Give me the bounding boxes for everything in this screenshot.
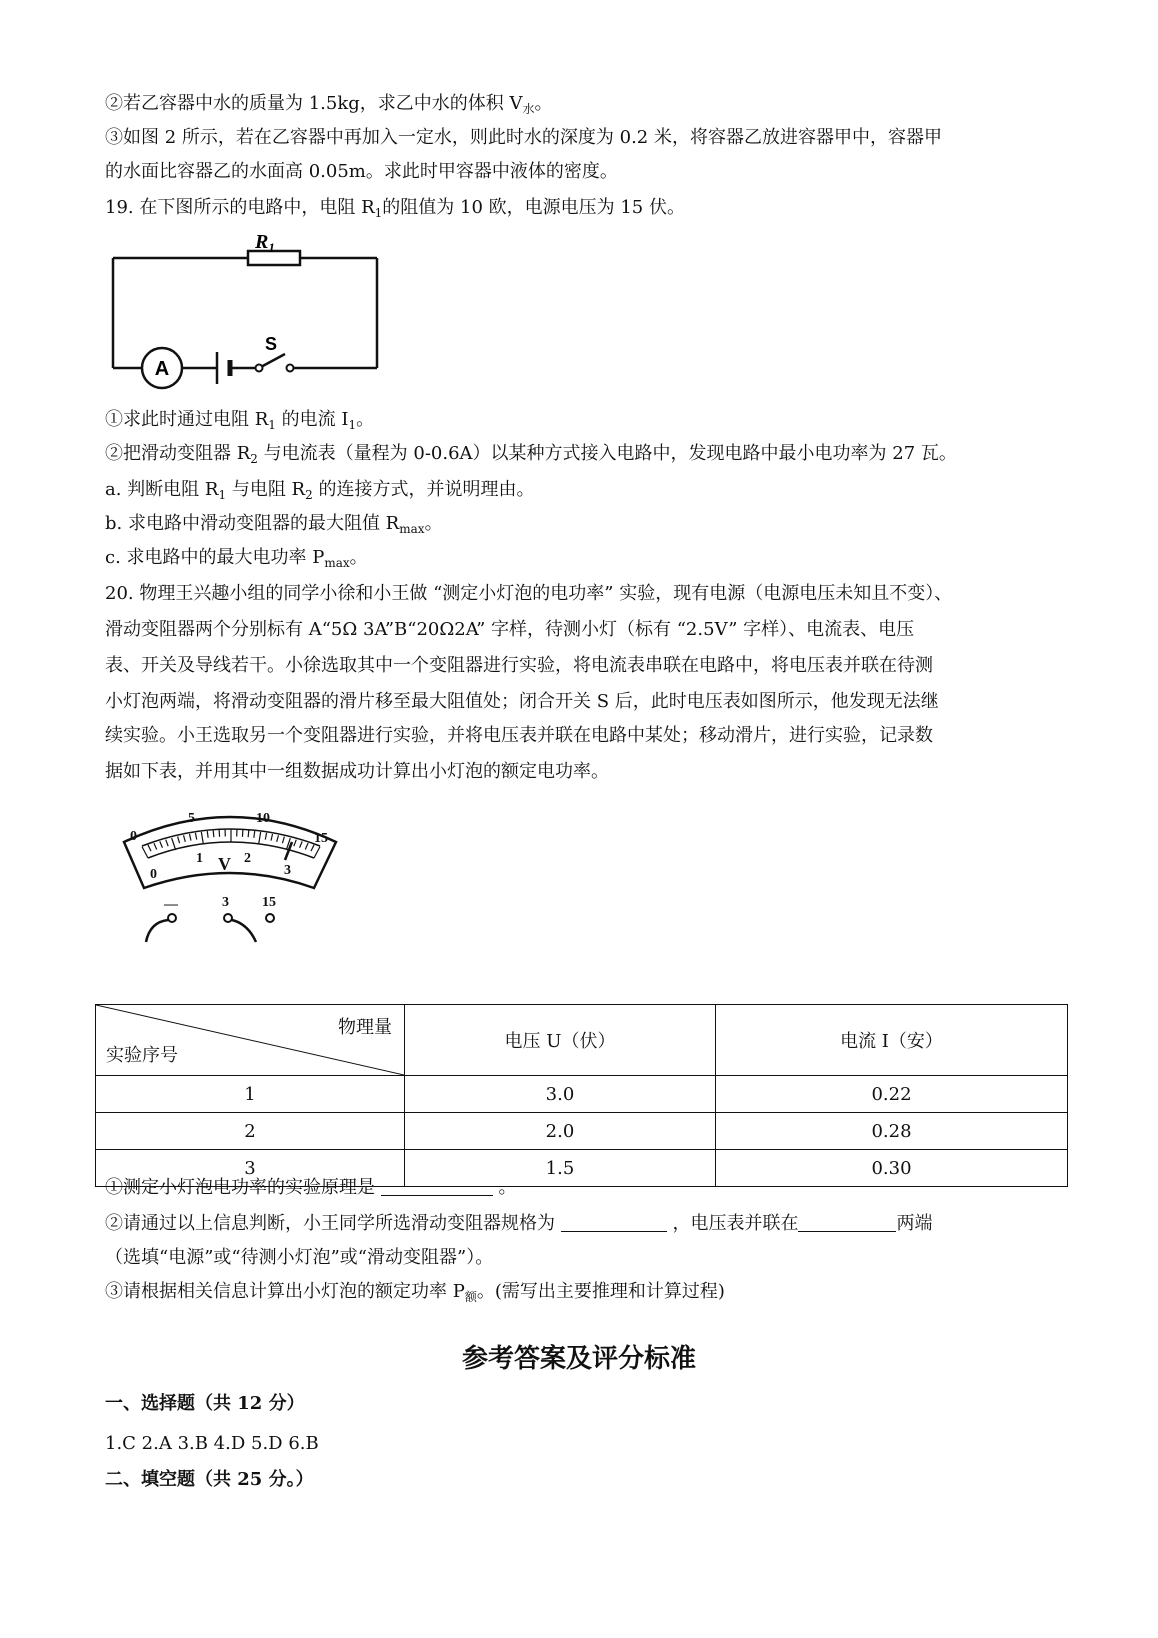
- q18-part2: ②若乙容器中水的质量为 1.5kg，求乙中水的体积 $V_水$。: [105, 93, 553, 116]
- terminal-3: 3: [222, 895, 229, 910]
- answers-title: 参考答案及评分标准: [461, 1344, 696, 1374]
- q19-part1: ①求此时通过电阻 $R_1$ 的电流 $I_1$。: [105, 409, 375, 432]
- meter-tick: [195, 833, 196, 840]
- bottom-scale-3: 3: [284, 863, 291, 878]
- meter-tick: [282, 837, 284, 844]
- row-current: 0.28: [716, 1113, 1068, 1150]
- header-index: 实验序号: [106, 1045, 178, 1066]
- wire-right: [232, 920, 256, 942]
- meter-tick: [172, 838, 176, 850]
- meter-tick: [148, 845, 151, 851]
- answer-blank-2[interactable]: [561, 1213, 667, 1232]
- meter-tick: [201, 832, 203, 844]
- q20-stem-line3: 表、开关及导线若干。小徐选取其中一个变阻器进行实验，将电流表串联在电路中，将电压表并联在待测: [105, 655, 933, 676]
- table-row: [96, 1076, 1068, 1113]
- terminal-15: 15: [262, 895, 276, 910]
- row-index: 1: [96, 1076, 405, 1113]
- meter-tick: [271, 834, 273, 841]
- row-current: 0.30: [716, 1150, 1068, 1187]
- q18-part3-line2: 的水面比容器乙的水面高 0.05m。求此时甲容器中液体的密度。: [105, 161, 618, 182]
- meter-tick: [259, 832, 261, 844]
- section-fill-title: 二、填空题（共 25 分。）: [105, 1469, 314, 1490]
- header-quantity: 物理量: [338, 1017, 392, 1038]
- r1-label: $R_1$: [255, 231, 275, 255]
- q20-stem-line5: 续实验。小王选取另一个变阻器进行实验，并将电压表并联在电路中某处；移动滑片，进行实验，记录数: [105, 725, 933, 746]
- q20-part3: ③请根据相关信息计算出小灯泡的额定功率 $P_额$。(需写出主要推理和计算过程): [105, 1281, 725, 1304]
- q20-part2-hint: （选填“电源”或“待测小灯泡”或“滑动变阻器”）。: [105, 1247, 494, 1268]
- meter-tick: [314, 847, 320, 858]
- q20-stem-line1: 20. 物理王兴趣小组的同学小徐和小王做 “测定小灯泡的电功率” 实验，现有电源（电源电压未知且不变）、: [105, 583, 953, 604]
- meter-tick: [248, 830, 249, 837]
- table-corner-cell: [96, 1005, 405, 1076]
- choice-answers: 1.C 2.A 3.B 4.D 5.D 6.B: [105, 1433, 319, 1454]
- q18-part3-line1: ③如图 2 所示，若在乙容器中再加入一定水，则此时水的深度为 0.2 米，将容器乙放进容器甲中，容器甲: [105, 127, 942, 148]
- row-voltage: 3.0: [405, 1076, 716, 1113]
- top-scale-5: 5: [188, 811, 195, 826]
- meter-tick: [213, 830, 214, 837]
- q19-part2b: b. 求电路中滑动变阻器的最大阻值 $R_{max}$。: [105, 513, 443, 536]
- header-voltage: 电压 U（伏）: [405, 1005, 716, 1076]
- answer-blank-1[interactable]: [381, 1177, 493, 1196]
- meter-tick: [166, 840, 168, 846]
- answer-blank-3[interactable]: [798, 1213, 896, 1232]
- wire-left: [146, 920, 168, 942]
- q20-stem-line6: 据如下表，并用其中一组数据成功计算出小灯泡的额定电功率。: [105, 761, 609, 782]
- top-scale-15: 15: [314, 831, 328, 846]
- meter-tick: [184, 835, 186, 842]
- row-current: 0.22: [716, 1076, 1068, 1113]
- meter-tick: [154, 843, 157, 849]
- row-voltage: 2.0: [405, 1113, 716, 1150]
- top-scale-10: 10: [256, 811, 270, 826]
- meter-tick: [294, 840, 296, 846]
- meter-tick: [178, 837, 180, 844]
- meter-tick: [254, 831, 255, 838]
- header-current: 电流 I（安）: [716, 1005, 1068, 1076]
- ammeter-label: A: [154, 358, 170, 380]
- top-scale-0: 0: [130, 829, 137, 844]
- section-choice-title: 一、选择题（共 12 分）: [105, 1393, 305, 1414]
- q20-part1: ①测定小灯泡电功率的实验原理是 。: [105, 1177, 517, 1198]
- circuit-diagram: [105, 228, 385, 398]
- meter-tick: [142, 847, 148, 858]
- bottom-scale-1: 1: [196, 851, 203, 866]
- voltmeter-diagram: [110, 800, 350, 950]
- row-index: 2: [96, 1113, 405, 1150]
- q19-part2: ②把滑动变阻器 $R_2$ 与电流表（量程为 0-0.6A）以某种方式接入电路中，发现电路中最小电功率为 27 瓦。: [105, 443, 957, 466]
- row-voltage: 1.5: [405, 1150, 716, 1187]
- q19-part2c: c. 求电路中的最大电功率 $P_{max}$。: [105, 547, 368, 570]
- meter-tick: [277, 835, 279, 842]
- meter-tick: [160, 841, 163, 847]
- q19-stem: 19. 在下图所示的电路中，电阻 $R_1$的阻值为 10 欧，电源电压为 15 伏。: [105, 197, 685, 220]
- q20-part2: ②请通过以上信息判断，小王同学所选滑动变阻器规格为 ，电压表并联在 两端: [105, 1213, 933, 1234]
- meter-unit: V: [218, 854, 231, 874]
- meter-tick: [305, 843, 308, 849]
- q19-part2a: a. 判断电阻 $R_1$ 与电阻 $R_2$ 的连接方式，并说明理由。: [105, 479, 535, 502]
- meter-tick: [265, 833, 266, 840]
- bottom-scale-0: 0: [150, 867, 157, 882]
- data-table: [95, 1004, 1068, 1187]
- table-row: [96, 1113, 1068, 1150]
- meter-tick: [189, 834, 191, 841]
- row-index: 3: [96, 1150, 405, 1187]
- q20-stem-line2: 滑动变阻器两个分别标有 A“5Ω 3A”B“20Ω2A” 字样，待测小灯（标有 “2.5V” 字样）、电流表、电压: [105, 619, 915, 640]
- switch-label: S: [265, 334, 278, 354]
- terminal-negative: —: [164, 897, 178, 912]
- bottom-scale-2: 2: [244, 851, 251, 866]
- meter-tick: [207, 831, 208, 838]
- meter-tick: [300, 841, 303, 847]
- q20-stem-line4: 小灯泡两端，将滑动变阻器的滑片移至最大阻值处；闭合开关 S 后，此时电压表如图所示，他发现无法继: [105, 691, 939, 712]
